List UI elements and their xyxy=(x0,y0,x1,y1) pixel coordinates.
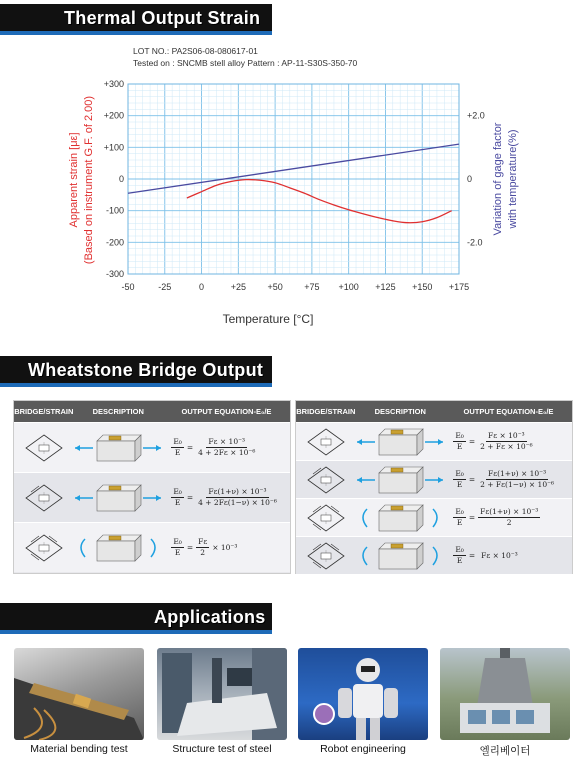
equation-cell xyxy=(163,523,290,572)
lhs-denominator: E xyxy=(456,442,463,451)
steel-structure-photo-icon xyxy=(157,648,287,740)
x-tick-label: -50 xyxy=(121,282,135,292)
chart-info-line: LOT NO.: PA2S06-08-080617-01 xyxy=(133,46,258,56)
lhs-denominator: E xyxy=(456,556,463,565)
y-axis-label: Apparent strain [με] xyxy=(68,132,80,228)
section-title: Wheatstone Bridge Output xyxy=(28,359,264,380)
lhs-denominator: E xyxy=(174,498,181,507)
description-cell xyxy=(355,423,445,460)
y-tick-label: +300 xyxy=(103,79,124,89)
lhs-denominator: E xyxy=(174,448,181,457)
application-image-robot xyxy=(298,648,428,740)
description-cell xyxy=(73,473,163,522)
y-tick-label: 0 xyxy=(118,174,124,184)
y-tick-label: -300 xyxy=(105,269,124,279)
bridge-cell xyxy=(14,523,73,572)
description-cell xyxy=(73,523,163,572)
equation-lhs xyxy=(171,437,183,458)
x-tick-label: +50 xyxy=(267,282,283,292)
equation-cell xyxy=(445,423,572,460)
rhs-denominator: 2 + Fε × 10⁻⁶ xyxy=(480,442,533,451)
rhs-numerator: Fε(1+ν) × 10⁻³ xyxy=(480,507,539,516)
equals-sign: = xyxy=(468,475,476,484)
section-title: Applications xyxy=(154,606,266,627)
x-tick-label: +175 xyxy=(448,282,470,292)
bridge-table-right xyxy=(295,400,573,574)
section-header-applications xyxy=(0,603,272,631)
rhs-denominator: 4 + 2Fε(1−ν) × 10⁻⁶ xyxy=(198,498,277,507)
section-title: Thermal Output Strain xyxy=(64,7,261,28)
y-axis-label-sub: (Based on instrument G.F. of 2.00) xyxy=(83,95,95,265)
lhs-numerator: E₀ xyxy=(173,487,182,496)
y2-axis-ticks xyxy=(467,111,485,248)
lhs-numerator: E₀ xyxy=(455,545,464,554)
section-header-bridge xyxy=(0,356,272,384)
column-header: DESCRIPTION xyxy=(374,407,426,416)
bridge-diagram-icon xyxy=(304,464,348,496)
table-row xyxy=(14,422,290,472)
application-label: Robot engineering xyxy=(320,743,406,755)
equation-rhs xyxy=(196,437,257,458)
gage-factor-line xyxy=(128,144,459,193)
tension-specimen-icon xyxy=(355,423,445,461)
application-image-steel xyxy=(157,648,287,740)
x-tick-label: +150 xyxy=(412,282,433,292)
lhs-numerator: E₀ xyxy=(455,507,464,516)
lhs-numerator: E₀ xyxy=(173,537,182,546)
x-tick-label: 0 xyxy=(199,282,205,292)
description-cell xyxy=(355,461,445,498)
table-row xyxy=(14,472,290,522)
lhs-denominator: E xyxy=(456,518,463,527)
equation-lhs xyxy=(453,507,465,528)
x-tick-label: +75 xyxy=(304,282,320,292)
y-tick-label: -200 xyxy=(105,237,124,248)
equals-sign: = xyxy=(468,437,476,446)
thermal-output-chart xyxy=(0,36,579,336)
description-cell xyxy=(355,537,445,574)
equation-rhs xyxy=(478,431,534,452)
column-header: OUTPUT EQUATION-E₀/E xyxy=(181,407,272,416)
lhs-denominator: E xyxy=(174,548,181,557)
rhs-numerator: Fε xyxy=(198,537,208,546)
bending-specimen-icon xyxy=(73,529,163,567)
description-cell xyxy=(355,499,445,536)
elevator-tower-photo-icon xyxy=(440,648,570,740)
equation-extra: × 10⁻³ xyxy=(212,543,238,552)
equation-rhs xyxy=(478,507,540,528)
bridge-cell xyxy=(14,473,73,522)
equation-lhs xyxy=(453,545,465,566)
y-tick-label: +100 xyxy=(103,142,124,153)
equation-cell xyxy=(163,473,290,522)
rhs-numerator: Fε(1+ν) × 10⁻³ xyxy=(488,469,547,478)
bending-specimen-icon xyxy=(355,499,445,537)
rhs-denominator: 4 + 2Fε × 10⁻⁶ xyxy=(198,448,256,457)
lhs-denominator: E xyxy=(456,480,463,489)
table-row xyxy=(14,522,290,572)
application-label: Material bending test xyxy=(30,743,128,755)
bridge-cell xyxy=(296,499,355,536)
equation-cell xyxy=(445,461,572,498)
equals-sign: = xyxy=(468,513,476,522)
rhs-numerator: Fε × 10⁻³ xyxy=(488,431,525,440)
lhs-numerator: E₀ xyxy=(173,437,182,446)
equation-lhs xyxy=(453,431,465,452)
equals-sign: = xyxy=(468,551,476,560)
header-accent-bar xyxy=(0,383,272,387)
y-tick-label: +200 xyxy=(103,110,124,121)
application-label: Structure test of steel xyxy=(172,743,272,755)
equals-sign: = xyxy=(186,493,194,502)
tension-specimen-icon xyxy=(73,429,163,467)
lhs-numerator: E₀ xyxy=(455,469,464,478)
column-header: BRIDGE/STRAIN xyxy=(296,407,356,416)
table-header xyxy=(14,401,290,422)
bridge-diagram-icon xyxy=(22,532,66,564)
bridge-diagram-icon xyxy=(22,432,66,464)
equation-cell xyxy=(445,499,572,536)
equation-lhs xyxy=(453,469,465,490)
equation-rhs xyxy=(478,469,556,490)
chart-info-line: Tested on : SNCMB stell alloy Pattern : AP-11-S30S-350-70 xyxy=(133,58,358,68)
table-header xyxy=(296,401,572,422)
bridge-diagram-icon xyxy=(304,426,348,458)
equation-lhs xyxy=(171,487,183,508)
x-tick-label: +100 xyxy=(338,282,359,292)
equation-cell xyxy=(163,423,290,472)
y2-tick-label: 0 xyxy=(467,174,473,184)
bending-specimen-icon xyxy=(355,537,445,575)
equals-sign: = xyxy=(186,443,194,452)
equals-sign: = xyxy=(186,543,194,552)
x-tick-label: +25 xyxy=(230,282,246,292)
equation-rhs xyxy=(196,487,279,508)
tension-specimen-icon xyxy=(355,461,445,499)
table-row xyxy=(296,498,572,536)
bridge-diagram-icon xyxy=(22,482,66,514)
table-row xyxy=(296,460,572,498)
equation-cell xyxy=(445,537,572,574)
table-row xyxy=(296,536,572,574)
bridge-cell xyxy=(296,461,355,498)
x-axis-label: Temperature [°C] xyxy=(222,312,314,326)
equation-lhs xyxy=(171,537,183,558)
chart-grid xyxy=(128,84,459,274)
robot-photo-icon xyxy=(298,648,428,740)
rhs-denominator: 2 + Fε(1−ν) × 10⁻⁶ xyxy=(480,480,555,489)
bridge-table-left xyxy=(13,400,291,574)
column-header: DESCRIPTION xyxy=(92,407,144,416)
tension-specimen-icon xyxy=(73,479,163,517)
equation-extra: Fε × 10⁻³ xyxy=(481,551,518,560)
application-label: 엘리베이터 xyxy=(479,745,531,757)
table-row xyxy=(296,422,572,460)
header-accent-bar xyxy=(0,31,272,35)
y-axis-ticks xyxy=(104,79,124,279)
x-axis-ticks xyxy=(121,282,469,292)
equation-rhs xyxy=(196,537,209,558)
column-header: BRIDGE/STRAIN xyxy=(14,407,74,416)
application-image-elevator xyxy=(440,648,570,740)
y2-tick-label: -2.0 xyxy=(467,237,483,248)
section-header-thermal xyxy=(0,4,272,32)
y2-axis-label-sub: with temperature(%) xyxy=(507,129,519,229)
rhs-denominator: 2 xyxy=(506,518,512,527)
description-cell xyxy=(73,423,163,472)
lhs-numerator: E₀ xyxy=(455,431,464,440)
column-header: OUTPUT EQUATION-E₀/E xyxy=(463,407,554,416)
header-accent-bar xyxy=(0,630,272,634)
y-tick-label: -100 xyxy=(105,205,124,216)
bridge-diagram-icon xyxy=(304,502,348,534)
x-tick-label: -25 xyxy=(158,282,172,292)
bridge-cell xyxy=(296,537,355,574)
bridge-cell xyxy=(14,423,73,472)
x-tick-label: +125 xyxy=(375,282,396,292)
bridge-cell xyxy=(296,423,355,460)
rhs-numerator: Fε(1+ν) × 10⁻³ xyxy=(208,487,267,496)
rhs-denominator: 2 xyxy=(200,548,206,557)
rhs-numerator: Fε × 10⁻³ xyxy=(208,437,246,446)
application-image-bending xyxy=(14,648,144,740)
chart-svg xyxy=(0,36,579,336)
y2-tick-label: +2.0 xyxy=(467,110,485,121)
bending-test-photo-icon xyxy=(14,648,144,740)
y2-axis-label: Variation of gage factor xyxy=(492,122,504,236)
bridge-diagram-icon xyxy=(304,540,348,572)
